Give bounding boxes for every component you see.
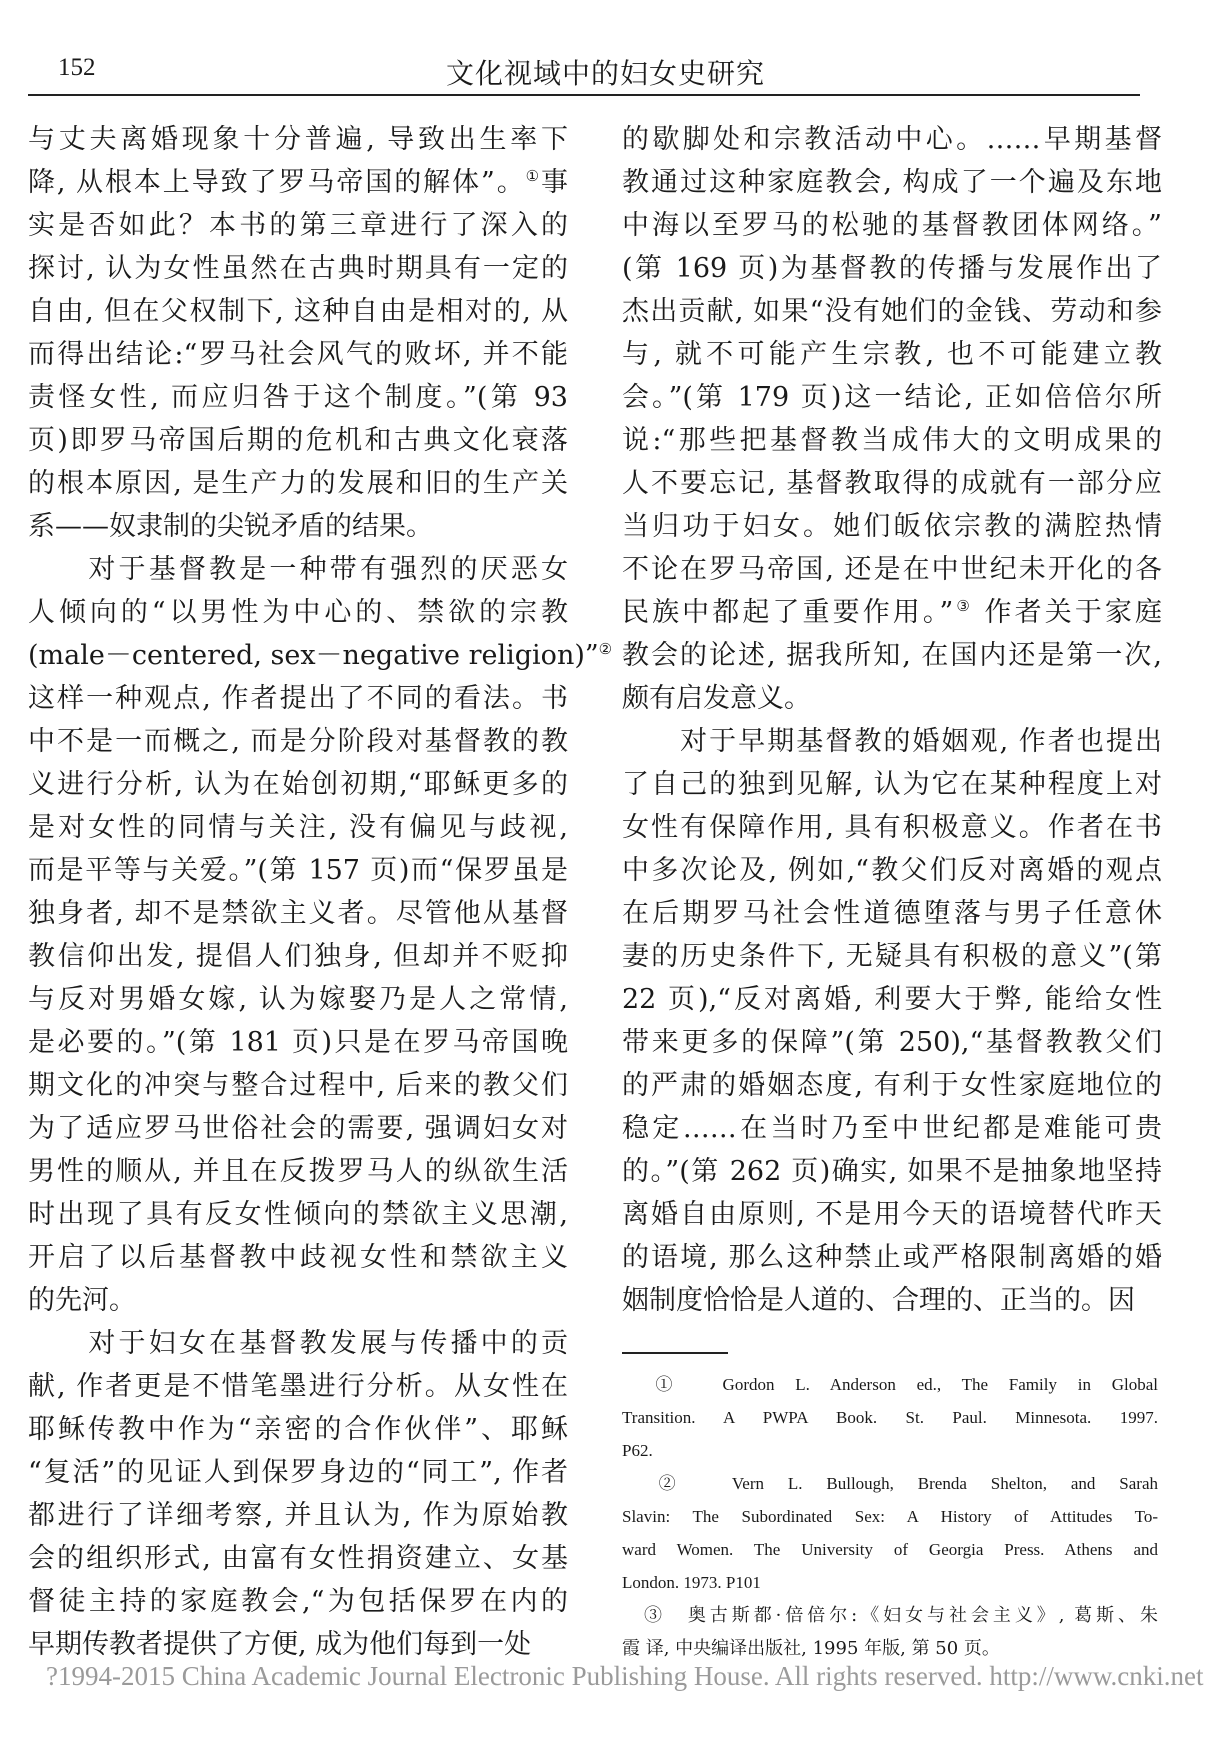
text-line: 是必要的。”(第 181 页)只是在罗马帝国晚 <box>28 1027 568 1058</box>
text-line: 女性有保障作用, 具有积极意义。作者在书 <box>622 812 1162 843</box>
text-line: 责怪女性, 而应归咎于这个制度。”(第 93 <box>28 382 568 413</box>
text-line: 的严肃的婚姻态度, 有利于女性家庭地位的 <box>622 1070 1162 1101</box>
copyright-watermark: ?1994-2015 China Academic Journal Electronic Publishing House. All rights reserved. http://www.cnki.net <box>46 1661 1204 1691</box>
text-line: 22 页),“反对离婚, 利要大于弊, 能给女性 <box>622 984 1162 1015</box>
right-text-column <box>622 118 1162 1322</box>
footnote-line: London. 1973. P101 <box>622 1573 761 1592</box>
footnote-line: ② Vern L. Bullough, Brenda Shelton, and Sarah <box>622 1474 1158 1493</box>
text-line: 人倾向的“以男性为中心的、禁欲的宗教 <box>28 597 568 628</box>
text-line: 自由, 但在父权制下, 这种自由是相对的, 从 <box>28 296 568 327</box>
text-line: 稳定……在当时乃至中世纪都是难能可贵 <box>622 1113 1162 1144</box>
text-line: 探讨, 认为女性虽然在古典时期具有一定的 <box>28 253 568 284</box>
text-line: 的根本原因, 是生产力的发展和旧的生产关 <box>28 468 568 499</box>
text-line: 与反对男婚女嫁, 认为嫁娶乃是人之常情, <box>28 984 568 1015</box>
text-line: 降, 从根本上导致了罗马帝国的解体”。①事 <box>28 167 568 198</box>
text-line: (第 169 页)为基督教的传播与发展作出了 <box>622 253 1162 284</box>
text-line: 系——奴隶制的尖锐矛盾的结果。 <box>28 511 433 542</box>
text-line: 教通过这种家庭教会, 构成了一个遍及东地 <box>622 167 1162 198</box>
text-line: 早期传教者提供了方便, 成为他们每到一处 <box>28 1629 532 1660</box>
footnote-line: Transition. A PWPA Book. St. Paul. Minnesota. 1997. <box>622 1408 1158 1427</box>
footnote-line: ① Gordon L. Anderson ed., The Family in Global <box>622 1375 1158 1394</box>
text-line: 与, 就不可能产生宗教, 也不可能建立教 <box>622 339 1162 370</box>
text-line: 教信仰出发, 提倡人们独身, 但却并不贬抑 <box>28 941 568 972</box>
text-line: “复活”的见证人到保罗身边的“同工”, 作者 <box>28 1457 568 1488</box>
text-line: 义进行分析, 认为在始创初期,“耶稣更多的 <box>28 769 568 800</box>
text-line: 都进行了详细考察, 并且认为, 作为原始教 <box>28 1500 568 1531</box>
page-number: 152 <box>58 54 96 81</box>
text-line: 不论在罗马帝国, 还是在中世纪未开化的各 <box>622 554 1162 585</box>
text-line: 这样一种观点, 作者提出了不同的看法。书 <box>28 683 568 714</box>
text-line: 时出现了具有反女性倾向的禁欲主义思潮, <box>28 1199 568 1230</box>
footnote-line: ward Women. The University of Georgia Press. Athens and <box>622 1540 1158 1559</box>
text-line: 中多次论及, 例如,“教父们反对离婚的观点 <box>622 855 1162 886</box>
text-line: 了自己的独到见解, 认为它在某种程度上对 <box>622 769 1162 800</box>
text-line: 对于基督教是一种带有强烈的厌恶女 <box>28 554 568 585</box>
text-line: (male－centered, sex－negative religion)”② <box>28 640 613 671</box>
text-line: 开启了以后基督教中歧视女性和禁欲主义 <box>28 1242 568 1273</box>
text-line: 的。”(第 262 页)确实, 如果不是抽象地坚持 <box>622 1156 1162 1187</box>
text-line: 为了适应罗马世俗社会的需要, 强调妇女对 <box>28 1113 568 1144</box>
text-line: 在后期罗马社会性道德堕落与男子任意休 <box>622 898 1162 929</box>
text-line: 中不是一而概之, 而是分阶段对基督教的教 <box>28 726 568 757</box>
text-line: 民族中都起了重要作用。”③ 作者关于家庭 <box>622 597 1162 628</box>
text-line: 与丈夫离婚现象十分普遍, 导致出生率下 <box>28 124 568 155</box>
text-line: 教会的论述, 据我所知, 在国内还是第一次, <box>622 640 1162 671</box>
footnote-line: Slavin: The Subordinated Sex: A History of Attitudes To- <box>622 1507 1158 1526</box>
text-line: 杰出贡献, 如果“没有她们的金钱、劳动和参 <box>622 296 1162 327</box>
text-line: 离婚自由原则, 不是用今天的语境替代昨天 <box>622 1199 1162 1230</box>
text-line: 带来更多的保障”(第 250),“基督教教父们 <box>622 1027 1162 1058</box>
footnote-line: 霞 译, 中央编译出版社, 1995 年版, 第 50 页。 <box>622 1638 1000 1659</box>
text-line: 献, 作者更是不惜笔墨进行分析。从女性在 <box>28 1371 568 1402</box>
text-line: 男性的顺从, 并且在反拨罗马人的纵欲生活 <box>28 1156 568 1187</box>
text-line: 对于早期基督教的婚姻观, 作者也提出 <box>622 726 1162 757</box>
text-line: 妻的历史条件下, 无疑具有积极的意义”(第 <box>622 941 1162 972</box>
text-line: 说:“那些把基督教当成伟大的文明成果的 <box>622 425 1162 456</box>
text-line: 耶稣传教中作为“亲密的合作伙伴”、耶稣 <box>28 1414 568 1445</box>
text-line: 中海以至罗马的松驰的基督教团体网络。” <box>622 210 1162 241</box>
footnote-separator <box>622 1352 728 1354</box>
text-line: 期文化的冲突与整合过程中, 后来的教父们 <box>28 1070 568 1101</box>
running-title: 文化视域中的妇女史研究 <box>446 57 766 90</box>
text-line: 独身者, 却不是禁欲主义者。尽管他从基督 <box>28 898 568 929</box>
text-line: 而是平等与关爱。”(第 157 页)而“保罗虽是 <box>28 855 568 886</box>
footnote-line: P62. <box>622 1441 653 1460</box>
text-line: 姻制度恰恰是人道的、合理的、正当的。因 <box>622 1285 1135 1316</box>
text-line: 颇有启发意义。 <box>622 683 811 714</box>
text-line: 人不要忘记, 基督教取得的成就有一部分应 <box>622 468 1162 499</box>
footnotes <box>622 1368 1158 1665</box>
text-line: 页)即罗马帝国后期的危机和古典文化衰落 <box>28 425 568 456</box>
text-line: 对于妇女在基督教发展与传播中的贡 <box>28 1328 568 1359</box>
footnote-line: ③ 奥古斯都·倍倍尔:《妇女与社会主义》, 葛斯、朱 <box>622 1605 1158 1626</box>
text-line: 的先河。 <box>28 1285 136 1316</box>
text-line: 的歇脚处和宗教活动中心。……早期基督 <box>622 124 1162 155</box>
text-line: 督徒主持的家庭教会,“为包括保罗在内的 <box>28 1586 568 1617</box>
running-header <box>28 50 1140 96</box>
left-text-column <box>28 118 613 1666</box>
text-line: 而得出结论:“罗马社会风气的败坏, 并不能 <box>28 339 568 370</box>
text-line: 当归功于妇女。她们皈依宗教的满腔热情 <box>622 511 1162 542</box>
text-line: 是对女性的同情与关注, 没有偏见与歧视, <box>28 812 568 843</box>
text-line: 会。”(第 179 页)这一结论, 正如倍倍尔所 <box>622 382 1162 413</box>
text-line: 的语境, 那么这种禁止或严格限制离婚的婚 <box>622 1242 1162 1273</box>
text-line: 会的组织形式, 由富有女性捐资建立、女基 <box>28 1543 568 1574</box>
text-line: 实是否如此？本书的第三章进行了深入的 <box>28 210 568 241</box>
